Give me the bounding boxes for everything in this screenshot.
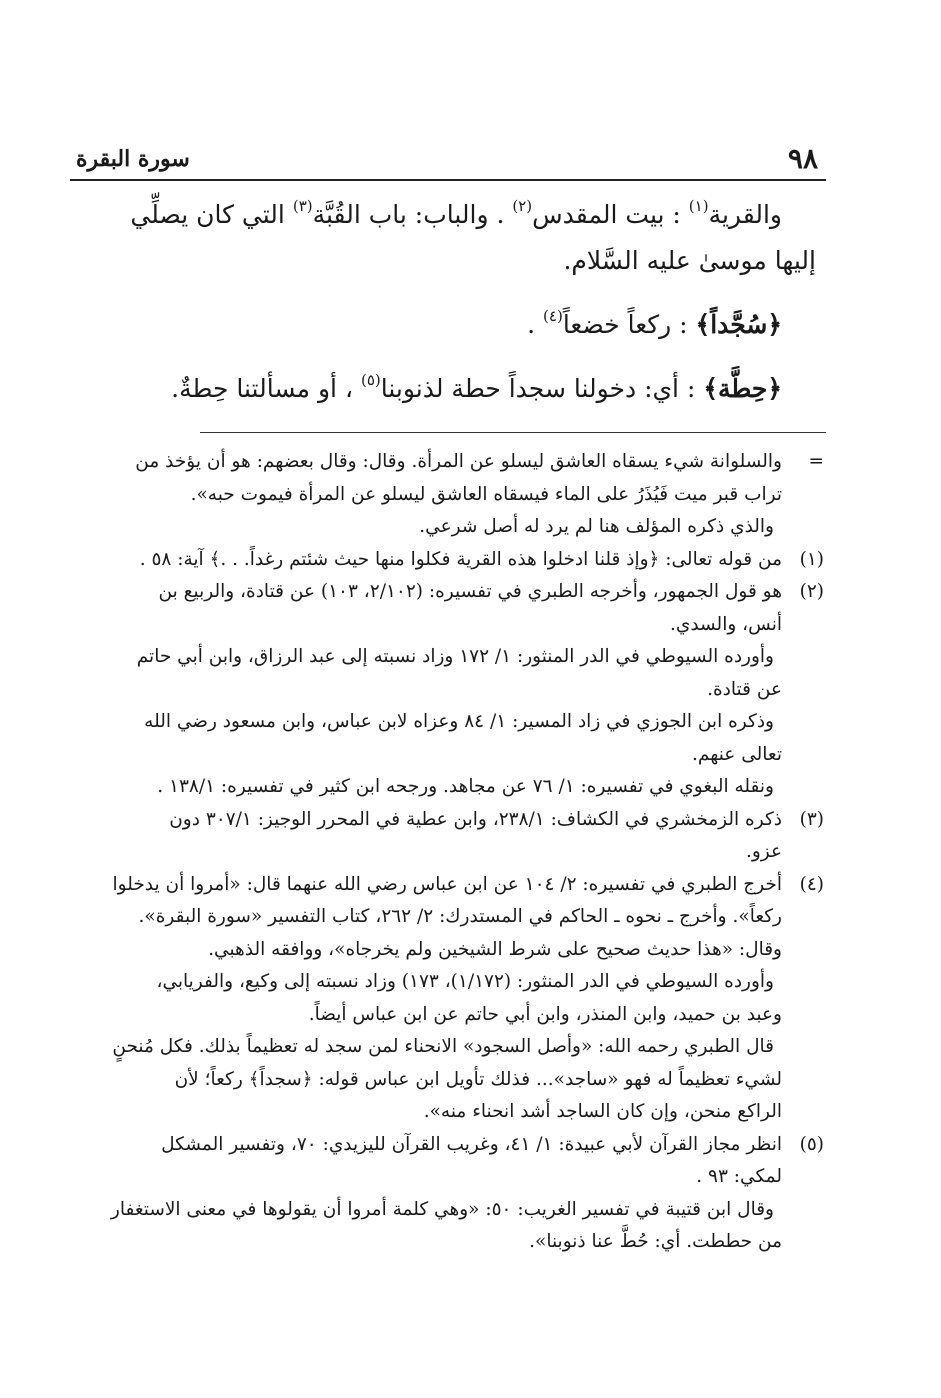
text-segment: التي كان يصلِّي xyxy=(130,200,293,229)
footnote-line: لمكي: ٩٣ . xyxy=(696,1166,782,1187)
footnote-3 xyxy=(76,804,824,869)
main-line-1 xyxy=(76,192,816,238)
footnote-line: لشيء تعظيماً له فهو «ساجد»... فذلك تأويل ابن عباس قوله: ﴿سجداً﴾ ركعاً؛ لأن xyxy=(174,1068,782,1090)
footnote-continuation xyxy=(76,446,824,544)
page-number: ٩٨ xyxy=(787,142,818,175)
footnote-line: والسلوانة شيء يسقاه العاشق ليسلو عن المرأة. وقال: وقال بعضهم: هو أن يؤخذ من xyxy=(135,451,782,472)
quran-word-hittah: ﴿حِطَّة﴾ xyxy=(703,374,782,403)
text-segment: : ركعاً خضعاً xyxy=(562,310,688,339)
text-segment: . xyxy=(527,310,544,339)
text-segment: . والباب: باب القُبَّة xyxy=(312,200,513,229)
footnote-marker: = xyxy=(808,451,824,472)
footnote-line: وعبد بن حميد، وابن المنذر، وابن أبي حاتم عن ابن عباس أيضاً. xyxy=(308,1003,782,1025)
footnotes xyxy=(76,446,824,1259)
footnote-line: وقال ابن قتيبة في تفسير الغريب: ٥٠: «وهي كلمة أمروا أن يقولوها في معنى الاستغفار xyxy=(110,1198,774,1220)
footnote-line: وأورده السيوطي في الدر المنثور: (١/١٧٢)، ١٧٣) وزاد نسبته إلى وكيع، والفريابي، xyxy=(156,971,774,992)
footnote-4 xyxy=(76,869,824,1129)
main-line-4 xyxy=(76,366,816,412)
footnote-5 xyxy=(76,1129,824,1259)
quran-word-sujjadan: ﴿سُجَّداً﴾ xyxy=(695,310,782,339)
footnote-2 xyxy=(76,576,824,804)
main-line-3 xyxy=(76,302,816,348)
header-rule xyxy=(70,179,826,181)
footnote-line: أخرج الطبري في تفسيره: ٢/ ١٠٤ عن ابن عباس رضي الله عنهما قال: «أمروا أن يدخلوا xyxy=(112,873,782,895)
footnote-line: عزو. xyxy=(745,841,782,862)
footnote-1 xyxy=(76,544,824,577)
footnote-ref-5: (٥) xyxy=(360,371,381,389)
footnote-line: وقال: «هذا حديث صحيح على شرط الشيخين ولم يخرجاه»، ووافقه الذهبي. xyxy=(208,938,782,960)
footnote-line: ركعاً». وأخرج ـ نحوه ـ الحاكم في المستدرك: ٢/ ٢٦٢، كتاب التفسير «سورة البقرة». xyxy=(138,906,782,927)
footnote-line: تعالى عنهم. xyxy=(692,743,782,765)
footnote-marker: (٣) xyxy=(799,808,824,830)
footnote-line: أنس، والسدي. xyxy=(669,613,782,635)
footnote-line: عن قتادة. xyxy=(707,678,782,700)
footnote-marker: (٢) xyxy=(799,581,824,602)
footnote-ref-4: (٤) xyxy=(543,307,563,325)
footnote-line: من حططت. أي: حُطَّ عنا ذنوبنا». xyxy=(529,1231,782,1252)
footnote-line: من قوله تعالى: ﴿وإذ قلنا ادخلوا هذه القرية فكلوا منها حيث شئتم رغداً. . .﴾ آية: ٥٨ . xyxy=(139,548,782,570)
footnote-line: وذكره ابن الجوزي في زاد المسير: ١/ ٨٤ وعزاه لابن عباس، وابن مسعود رضي الله xyxy=(144,711,774,732)
footnote-ref-2: (٢) xyxy=(512,197,533,215)
footnote-line: انظر مجاز القرآن لأبي عبيدة: ١/ ٤١، وغريب القرآن لليزيدي: ٧٠، وتفسير المشكل xyxy=(161,1133,782,1155)
footnote-marker: (١) xyxy=(799,548,824,570)
surah-title: سورة البقرة xyxy=(76,146,190,172)
footnote-ref-3: (٣) xyxy=(292,197,313,215)
main-text xyxy=(76,192,816,412)
text-segment: : بيت المقدس xyxy=(532,200,689,229)
text-segment: والقرية xyxy=(708,200,782,229)
footnote-marker: (٥) xyxy=(799,1133,824,1155)
main-line-2: إليها موسىٰ عليه السَّلام. xyxy=(563,246,816,275)
footnote-divider xyxy=(200,432,826,433)
text-segment: : أي: دخولنا سجداً حطة لذنوبنا xyxy=(380,374,696,403)
footnote-line: قال الطبري رحمه الله: «وأصل السجود» الانحناء لمن سجد له تعظيماً بذلك. فكل مُنحنٍ xyxy=(112,1036,774,1057)
page-header xyxy=(70,140,826,180)
footnote-ref-1: (١) xyxy=(688,197,709,215)
footnote-line: الراكع منحن، وإن كان الساجد أشد انحناء منه». xyxy=(423,1101,782,1122)
footnote-line: تراب قبر ميت فَيُذَرُ على الماء فيسقاه العاشق ليسلو عن المرأة فيموت حبه». xyxy=(190,483,782,505)
footnote-line: وأورده السيوطي في الدر المنثور: ١/ ١٧٢ وزاد نسبته إلى عبد الرزاق، وابن أبي حاتم xyxy=(136,646,774,667)
footnote-marker: (٤) xyxy=(799,873,824,895)
footnote-line: هو قول الجمهور، وأخرجه الطبري في تفسيره: (٢/١٠٢، ١٠٣) عن قتادة، والربيع بن xyxy=(158,581,782,602)
footnote-line: ذكره الزمخشري في الكشاف: ٢٣٨/١، وابن عطية في المحرر الوجيز: ٣٠٧/١ دون xyxy=(169,808,782,830)
text-segment: ، أو مسألتنا حِطةٌ. xyxy=(171,374,361,403)
footnote-line: والذي ذكره المؤلف هنا لم يرد له أصل شرعي. xyxy=(419,516,774,537)
footnote-line: ونقله البغوي في تفسيره: ١/ ٧٦ عن مجاهد. ورجحه ابن كثير في تفسيره: ١٣٨/١ . xyxy=(157,776,774,797)
